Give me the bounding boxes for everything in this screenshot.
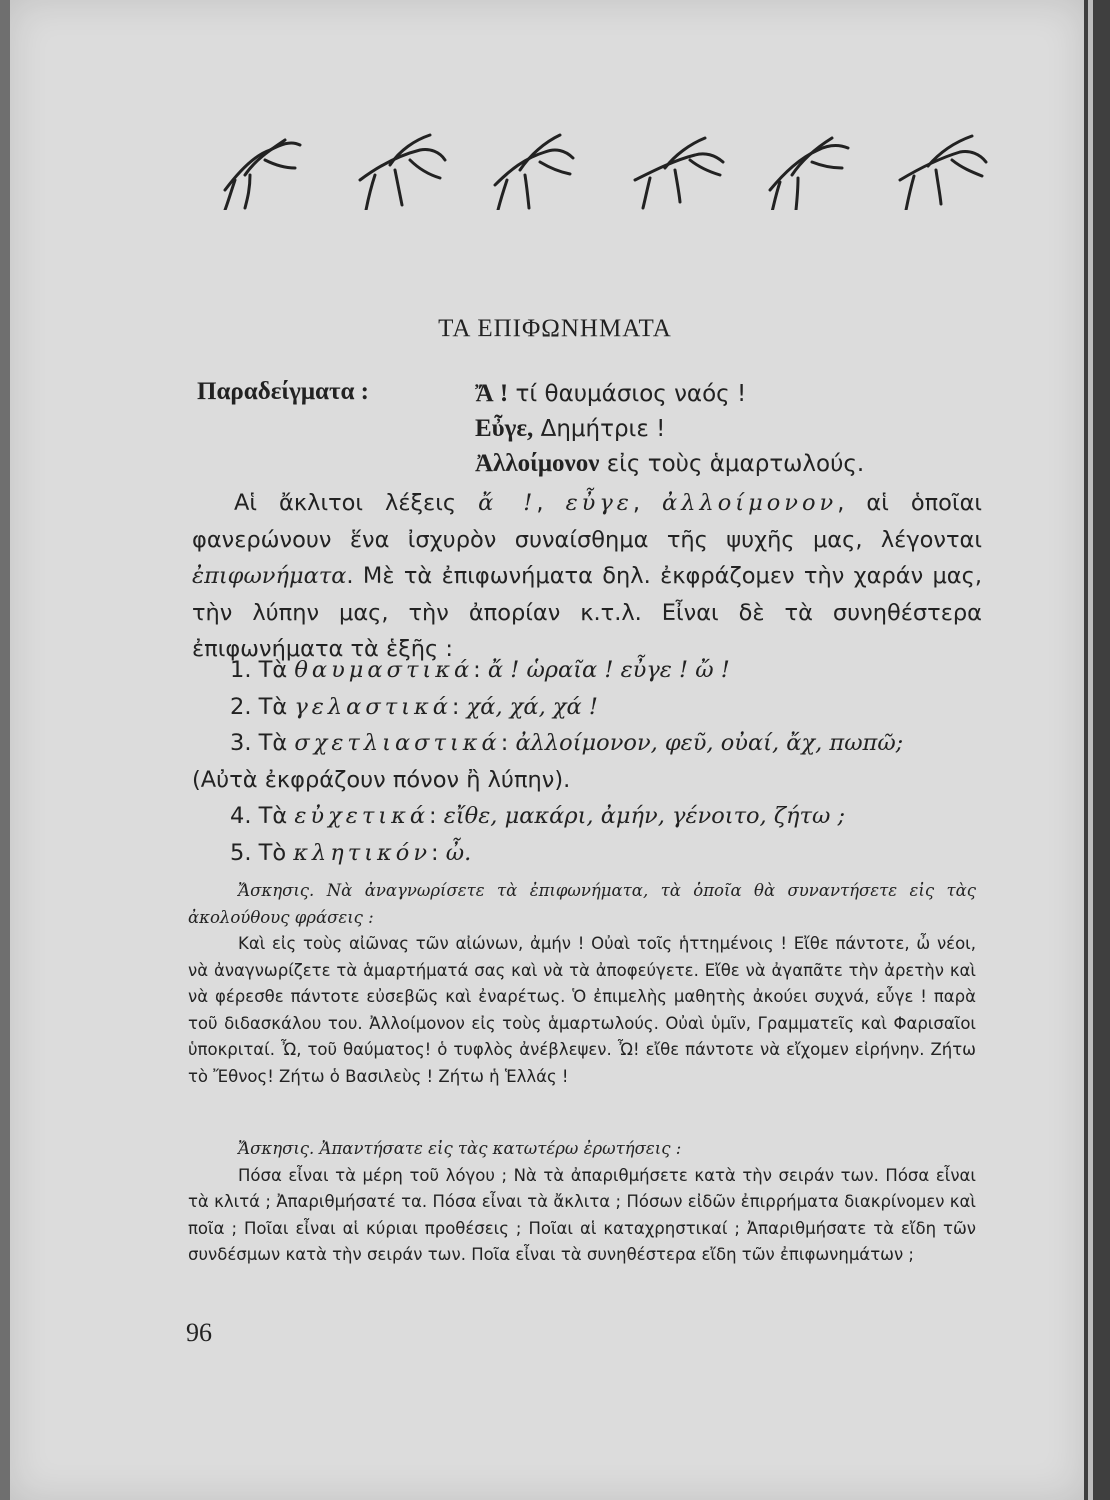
exercise-1 (188, 878, 976, 1090)
swallow-icon (360, 135, 445, 210)
exercise-2 (188, 1136, 976, 1269)
swallows-decoration (195, 120, 995, 210)
swallow-icon (495, 135, 573, 210)
swallow-icon (900, 136, 986, 210)
page-title: ΤΑ ΕΠΙΦΩΝΗΜΑΤΑ (438, 315, 672, 342)
examples-label: Παραδείγματα : (197, 378, 370, 405)
swallow-icon (635, 138, 723, 208)
list-item: 5. Τὸ κλητικόν: ὦ. (230, 839, 472, 866)
example-line: Εὖγε, Δημήτριε ! (475, 415, 666, 442)
exercise-heading: Ἄσκησις. Ἀπαντήσατε εἰς τὰς κατωτέρω ἐρωτήσεις : (238, 1139, 682, 1158)
page-edge (1088, 0, 1093, 1500)
example-line: Ἄ ! τί θαυμάσιος ναός ! (475, 380, 747, 407)
definition-paragraph: Αἱ ἄκλιτοι λέξεις ἄ !, εὖγε, ἀλλοίμονον, αἱ ὁποῖαι φανερώνουν ἕνα ἰσχυρὸν συναίσθημα τῆς ψυχῆς μας, λέγονται ἐπιφωνήματα. Μὲ τὰ ἐπιφωνήματα δηλ. ἐκφράζομεν τὴν χαράν μας, τὴν λύπην μας, τὴν ἀπορίαν κ.τ.λ. Εἶναι δὲ τὰ συνηθέστερα ἐπιφωνήματα τὰ ἑξῆς : (192, 490, 983, 662)
exercise-body: Πόσα εἶναι τὰ μέρη τοῦ λόγου ; Νὰ τὰ ἀπαριθμήσετε κατὰ τὴν σειράν των. Πόσα εἶναι τὰ κλιτά ; Ἀπαριθμήσατέ τα. Πόσα εἶναι τὰ ἄκλιτα ; Πόσων εἰδῶν ἐπιρρήματα διακρίνομεν καὶ ποῖα ; Ποῖαι εἶναι αἱ κύριαι προθέσεις ; Ποῖαι αἱ καταχρηστικαί ; Ἀπαριθμήσατε τὰ εἴδη τῶν συνδέσμων κατὰ τὴν σειράν των. Ποῖα εἶναι τὰ συνηθέστερα εἴδη τῶν ἐπιφωνημάτων ; (188, 1165, 976, 1264)
interjection-list (192, 652, 992, 871)
exercise-body: Καὶ εἰς τοὺς αἰῶνας τῶν αἰώνων, ἀμήν ! Οὐαὶ τοῖς ἡττημένοις ! Εἴθε πάντοτε, ὦ νέοι, νὰ ἀναγνωρίζετε τὰ ἁμαρτήματά σας καὶ νὰ τὰ ἀποφεύγετε. Εἴθε νὰ ἀγαπᾶτε τὴν ἀρετὴν καὶ νὰ φέρεσθε πάντοτε εὐσεβῶς καὶ ἐναρέτως. Ὁ ἐπιμελὴς μαθητὴς ἀκούει συχνά, εὖγε ! παρὰ τοῦ διδασκάλου του. Ἀλλοίμονον εἰς τοὺς ἁμαρτωλούς. Οὐαὶ ὑμῖν, Γραμματεῖς καὶ Φαρισαῖοι ὑποκριταί. Ὦ, τοῦ θαύματος! ὁ τυφλὸς ἀνέβλεψεν. Ὦ! εἴθε πάντοτε νὰ εἴχομεν εἰρήνην. Ζήτω τὸ Ἔθνος! Ζήτω ὁ Βασιλεὺς ! Ζήτω ἡ Ἑλλάς ! (188, 934, 976, 1086)
list-item: 2. Τὰ γελαστικά: χά, χά, χά ! (230, 693, 598, 720)
list-item: 1. Τὰ θαυμαστικά: ἄ ! ὡραῖα ! εὖγε ! ὤ ! (230, 657, 730, 683)
page-number: 96 (186, 1318, 212, 1347)
exercise-heading: Ἄσκησις. Νὰ ἀναγνωρίσετε τὰ ἐπιφωνήματα, τὰ ὁποῖα θὰ συναντήσετε εἰς τὰς ἀκολούθους φράσεις : (188, 881, 976, 927)
swallow-icon (225, 140, 300, 210)
example-line: Ἀλλοίμονον εἰς τοὺς ἁμαρτωλούς. (475, 450, 865, 477)
list-item-note: (Αὐτὰ ἐκφράζουν πόνον ἢ λύπην). (192, 766, 571, 793)
swallow-icon (770, 138, 848, 210)
list-item: 4. Τὰ εὐχετικά: εἴθε, μακάρι, ἀμήν, γένοιτο, ζήτω ; (230, 803, 846, 829)
list-item: 3. Τὰ σχετλιαστικά: ἀλλοίμονον, φεῦ, οὐαί, ἄχ, πωπῶ; (230, 730, 904, 756)
